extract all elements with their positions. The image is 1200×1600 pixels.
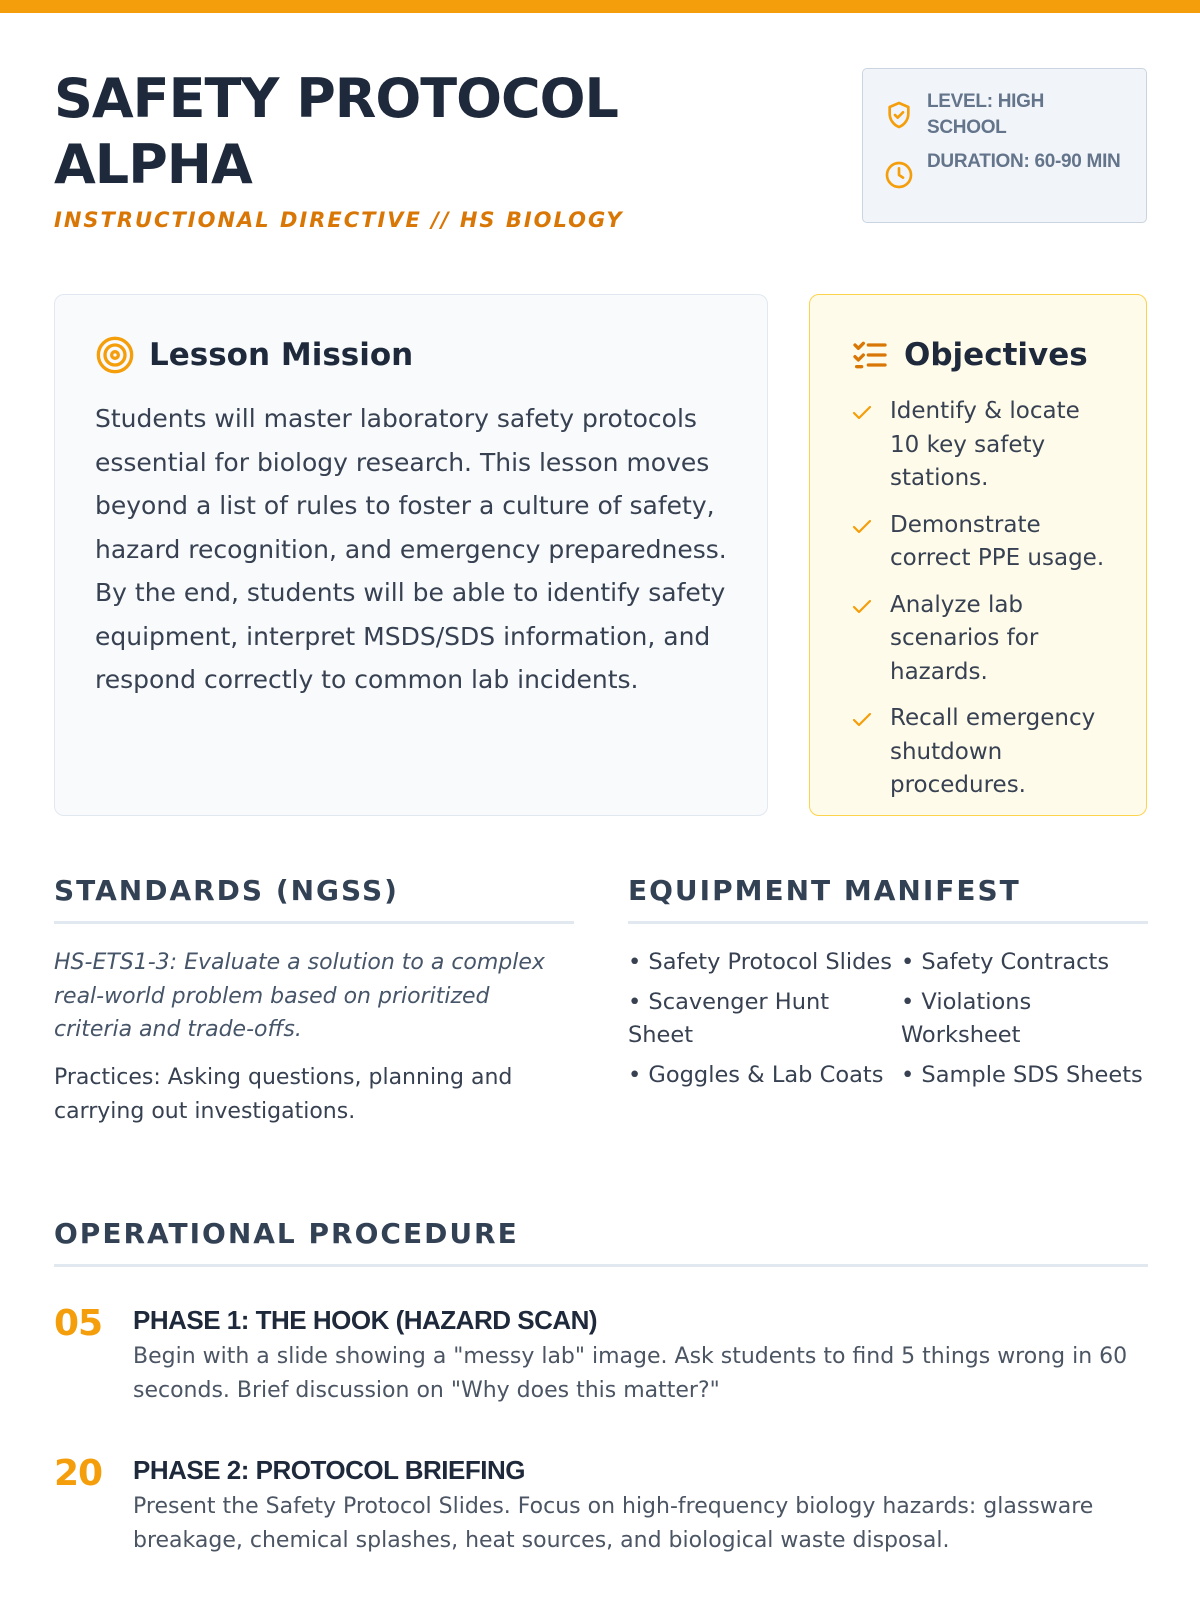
- meta-duration: [883, 149, 1126, 191]
- procedure-heading: OPERATIONAL PROCEDURE: [54, 1217, 1148, 1267]
- check-icon: [850, 708, 874, 732]
- phase-minutes: 20: [54, 1453, 103, 1494]
- phase-2: [54, 1452, 1148, 1557]
- meta-level-text: LEVEL: HIGH SCHOOL: [927, 91, 1045, 138]
- page-subtitle: INSTRUCTIONAL DIRECTIVE // HS BIOLOGY: [54, 208, 624, 232]
- list-item: • Safety Contracts: [901, 949, 1110, 975]
- phase-1: [54, 1302, 1148, 1407]
- phase-text: Begin with a slide showing a "messy lab" image. Ask students to find 5 things wrong in 60 seconds. Brief discussion on "Why does this matter?": [133, 1344, 1128, 1403]
- list-item: [850, 509, 1106, 576]
- standards-practices-text: Practices: Asking questions, planning and carrying out investigations.: [54, 1065, 513, 1124]
- lesson-mission-card: [54, 294, 768, 816]
- lesson-mission-header: [95, 335, 727, 375]
- check-icon: [850, 595, 874, 619]
- objective-text: Identify & locate 10 key safety stations.: [890, 398, 1080, 491]
- standards-code-text: HS-ETS1-3: Evaluate a solution to a complex real-world problem based on prioritized criteria and trade-offs.: [54, 950, 545, 1042]
- equipment-heading: EQUIPMENT MANIFEST: [628, 874, 1148, 924]
- phase-title: PHASE 1: THE HOOK (HAZARD SCAN): [133, 1305, 598, 1335]
- objective-text: Demonstrate correct PPE usage.: [890, 511, 1105, 571]
- target-icon: [95, 335, 135, 375]
- phase-text: Present the Safety Protocol Slides. Focus on high-frequency biology hazards: glassware breakage, chemical splashes, heat sources, and biological waste disposal.: [133, 1494, 1094, 1553]
- list-item: • Safety Protocol Slides: [628, 949, 893, 975]
- meta-level: [883, 89, 1126, 141]
- checklist-icon: [850, 335, 890, 375]
- lesson-mission-text: Students will master laboratory safety protocols essential for biology research. This lesson moves beyond a list of rules to foster a culture of safety, hazard recognition, and emergency preparedness. By the end, students will be able to identify safety equipment, interpret MSDS/SDS information, and respond correctly to common lab incidents.: [95, 404, 727, 694]
- phase-title: PHASE 2: PROTOCOL BRIEFING: [133, 1455, 525, 1485]
- objective-text: Analyze lab scenarios for hazards.: [890, 591, 1039, 685]
- meta-duration-text: DURATION: 60-90 MIN: [927, 151, 1121, 172]
- list-item: • Violations Worksheet: [901, 988, 1032, 1048]
- phase-body: [133, 1452, 1148, 1557]
- list-item: • Scavenger Hunt Sheet: [628, 988, 830, 1048]
- lesson-mission-title: Lesson Mission: [149, 337, 414, 373]
- lesson-meta-box: [862, 68, 1147, 223]
- clock-icon: [883, 159, 915, 191]
- list-item: • Sample SDS Sheets: [901, 1061, 1143, 1088]
- objectives-header: [850, 335, 1106, 375]
- objectives-title: Objectives: [904, 337, 1088, 373]
- top-accent-bar: [0, 0, 1200, 13]
- equipment-list: [628, 946, 1148, 1092]
- phase-body: [133, 1302, 1148, 1407]
- list-item: [850, 589, 1106, 690]
- phase-minutes: 05: [54, 1303, 103, 1344]
- list-item: [850, 395, 1106, 496]
- page-title: SAFETY PROTOCOL ALPHA: [54, 67, 618, 196]
- objectives-card: [809, 294, 1147, 816]
- check-icon: [850, 401, 874, 425]
- list-item: [850, 702, 1106, 803]
- standards-heading: STANDARDS (NGSS): [54, 874, 574, 924]
- list-item: • Goggles & Lab Coats: [628, 1061, 884, 1088]
- shield-check-icon: [883, 99, 915, 131]
- check-icon: [850, 515, 874, 539]
- objective-text: Recall emergency shutdown procedures.: [890, 705, 1096, 798]
- objectives-list: [850, 395, 1106, 803]
